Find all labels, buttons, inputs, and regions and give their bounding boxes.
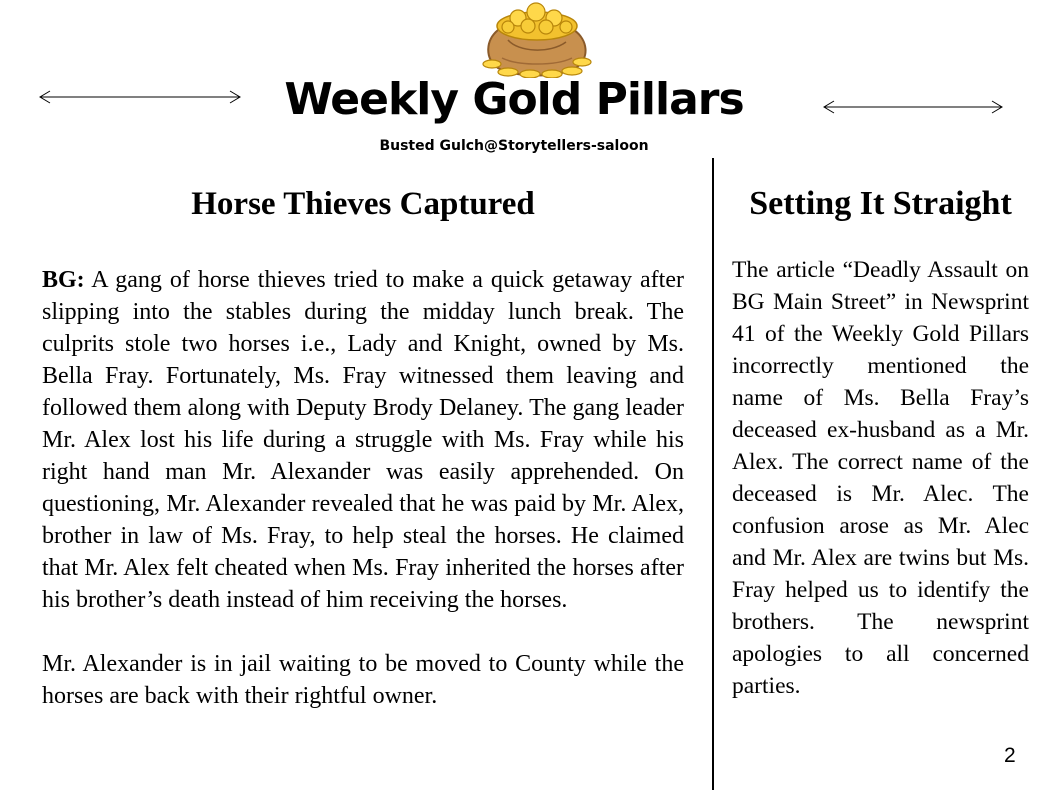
- double-arrow-right-icon: [822, 99, 1004, 115]
- masthead-title: Weekly Gold Pillars: [284, 74, 744, 125]
- gold-coin-sack-icon: [478, 0, 596, 78]
- right-article: [732, 184, 1029, 702]
- page-number: 2: [1004, 744, 1016, 767]
- right-article-headline: Setting It Straight: [749, 185, 1012, 222]
- dateline: BG:: [42, 267, 85, 293]
- left-article-paragraph-2: Mr. Alexander is in jail waiting to be moved to County while the horses are back with their rightful owner.: [42, 651, 684, 709]
- masthead-byline: Busted Gulch@Storytellers-saloon: [379, 138, 649, 154]
- left-article-text-1: A gang of horse thieves tried to make a quick getaway after slipping into the stables during the midday lunch break. The culprits stole two horses i.e., Lady and Knight, owned by Ms. Bella Fray. Fortunately, Ms. Fray witnessed them leaving and followed them along with Deputy Brody Delaney. The gang leader Mr. Alex lost his life during a struggle with Ms. Fray while his right hand man Mr. Alexander was easily apprehended. On questioning, Mr. Alexander revealed that he was paid by Mr. Alex, brother in law of Ms. Fray, to help steal the horses. He claimed that Mr. Alex felt cheated when Ms. Fray inherited the horses after his brother’s death instead of him receiving the horses.: [42, 267, 684, 613]
- double-arrow-left-icon: [38, 89, 242, 105]
- left-article-headline: Horse Thieves Captured: [191, 186, 535, 222]
- column-divider: [712, 158, 714, 790]
- left-article: [42, 184, 684, 712]
- left-article-paragraph-1: [42, 264, 684, 616]
- paragraph-gap: [42, 616, 684, 648]
- right-article-body: The article “Deadly Assault on BG Main Street” in Newsprint 41 of the Weekly Gold Pillars incorrectly mentioned the name of Ms. Bella Fray’s deceased ex-husband as a Mr. Alex. The correct name of the deceased is Mr. Alec. The confusion arose as Mr. Alec and Mr. Alex are twins but Ms. Fray helped us to identify the brothers. The newsprint apologies to all concerned parties.: [732, 257, 1029, 699]
